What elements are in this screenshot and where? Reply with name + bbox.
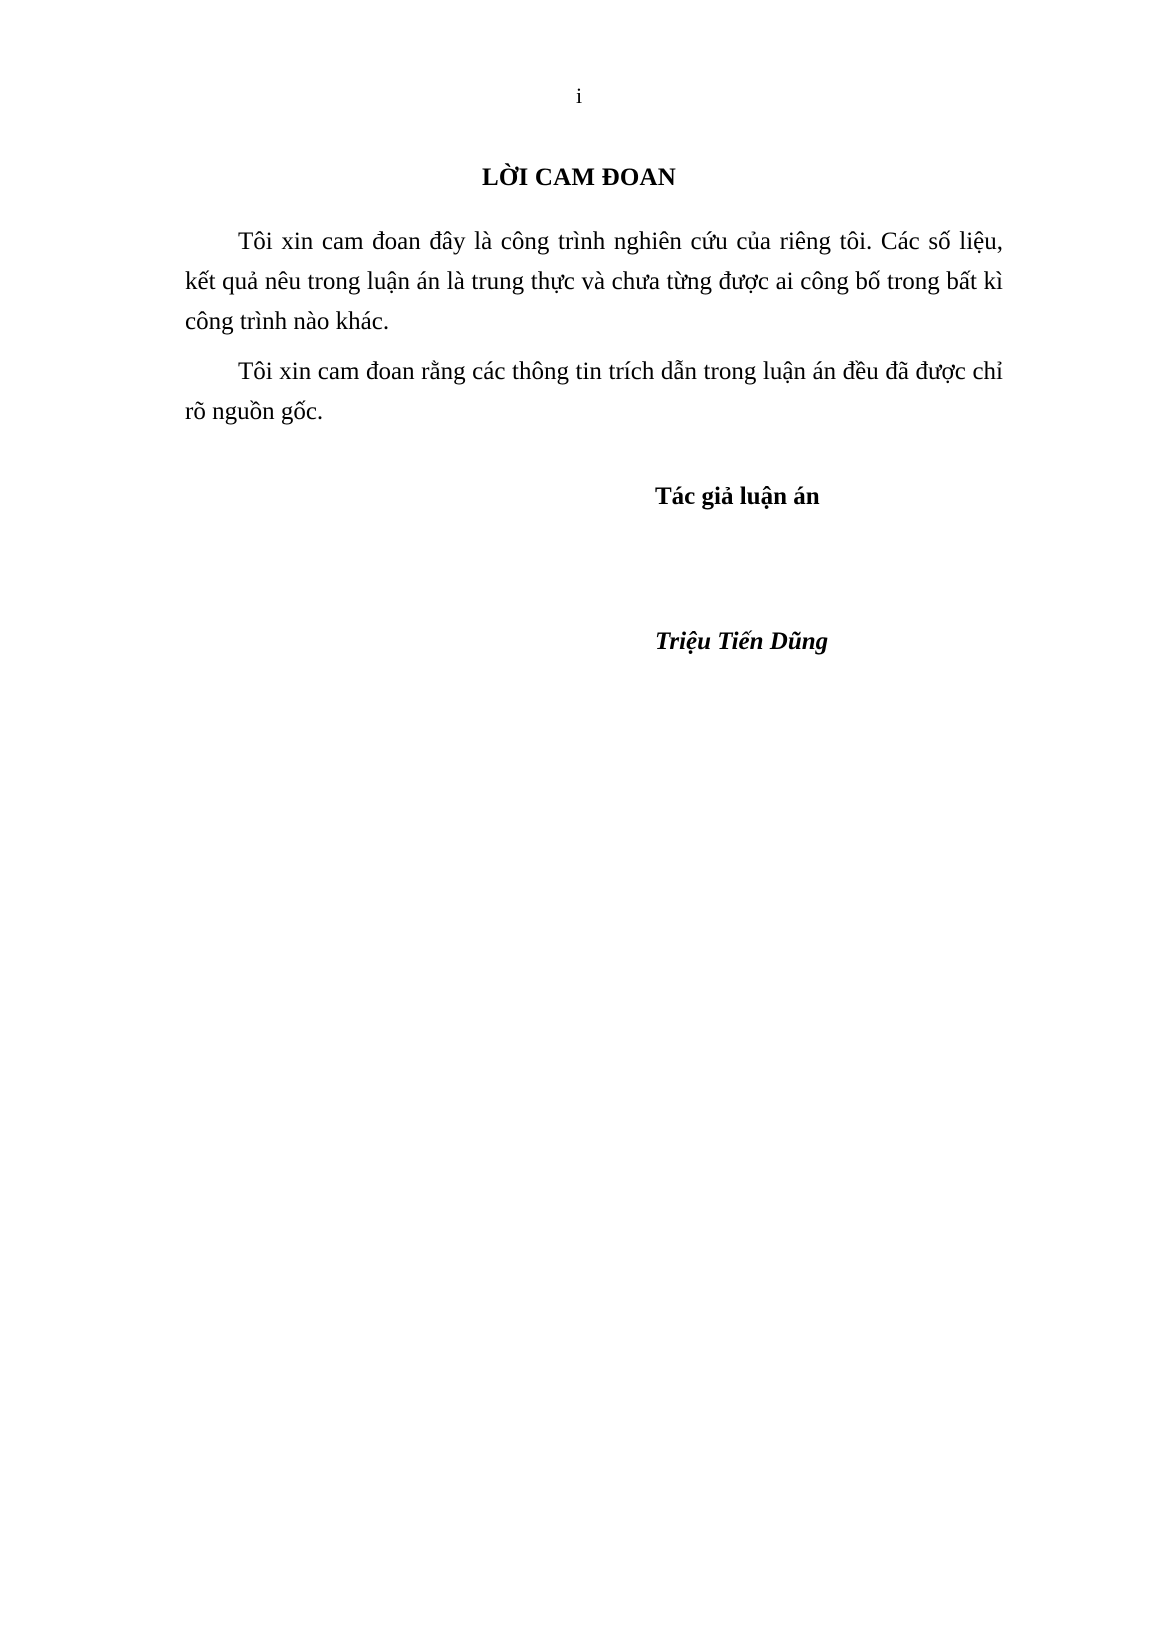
declaration-body (185, 222, 1003, 442)
author-name: Triệu Tiến Dũng (655, 628, 829, 655)
page-number: i (575, 83, 583, 108)
declaration-paragraph-2: Tôi xin cam đoan rằng các thông tin trích dẫn trong luận án đều đã được chỉ rõ nguồn gốc. (185, 358, 1003, 425)
page-title: LỜI CAM ĐOAN (481, 164, 677, 191)
declaration-paragraph-1: Tôi xin cam đoan đây là công trình nghiên cứu của riêng tôi. Các số liệu, kết quả nêu trong luận án là trung thực và chưa từng được ai công bố trong bất kì công trình nào khác. (185, 228, 1003, 335)
author-label: Tác giả luận án (655, 483, 820, 510)
